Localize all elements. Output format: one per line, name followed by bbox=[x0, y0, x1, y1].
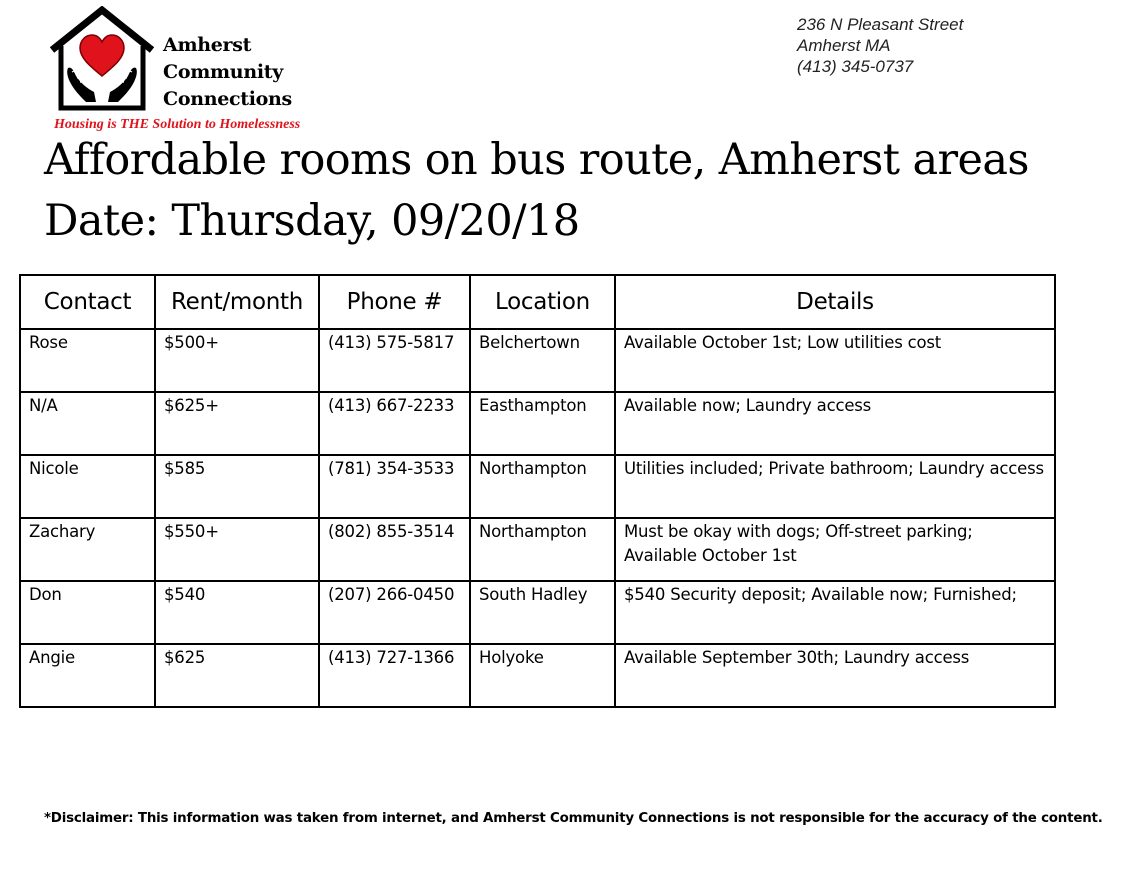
cell-rent: $500+ bbox=[155, 329, 319, 392]
cell-rent: $585 bbox=[155, 455, 319, 518]
table-row bbox=[20, 455, 1055, 518]
cell-rent: $550+ bbox=[155, 518, 319, 581]
column-header-contact: Contact bbox=[20, 275, 155, 329]
organization-name-line-1: Amherst bbox=[163, 34, 252, 56]
cell-phone: (413) 575-5817 bbox=[319, 329, 470, 392]
cell-rent: $625+ bbox=[155, 392, 319, 455]
table-row bbox=[20, 644, 1055, 707]
cell-phone: (781) 354-3533 bbox=[319, 455, 470, 518]
cell-details: Utilities included; Private bathroom; Laundry access bbox=[615, 455, 1055, 518]
cell-location: Belchertown bbox=[470, 329, 615, 392]
organization-name bbox=[163, 32, 292, 113]
listings-table bbox=[19, 274, 1056, 708]
cell-details: $540 Security deposit; Available now; Furnished; bbox=[615, 581, 1055, 644]
address-city: Amherst MA bbox=[797, 36, 891, 55]
cell-contact: N/A bbox=[20, 392, 155, 455]
organization-name-line-3: Connections bbox=[163, 88, 292, 110]
address-phone: (413) 345-0737 bbox=[797, 57, 914, 76]
column-header-details: Details bbox=[615, 275, 1055, 329]
contact-address bbox=[797, 14, 963, 77]
disclaimer-text: *Disclaimer: This information was taken from internet, and Amherst Community Connections is not responsible for the accuracy of the content. bbox=[44, 811, 1103, 826]
cell-details: Available September 30th; Laundry access bbox=[615, 644, 1055, 707]
cell-location: Northampton bbox=[470, 455, 615, 518]
cell-details: Must be okay with dogs; Off-street parking; Available October 1st bbox=[615, 518, 1055, 581]
organization-logo bbox=[46, 6, 346, 134]
cell-contact: Angie bbox=[20, 644, 155, 707]
table-row bbox=[20, 392, 1055, 455]
cell-rent: $625 bbox=[155, 644, 319, 707]
table-row bbox=[20, 518, 1055, 581]
column-header-location: Location bbox=[470, 275, 615, 329]
cell-location: Holyoke bbox=[470, 644, 615, 707]
table-header-row bbox=[20, 275, 1055, 329]
organization-name-line-2: Community bbox=[163, 61, 283, 83]
column-header-phone: Phone # bbox=[319, 275, 470, 329]
cell-phone: (413) 667-2233 bbox=[319, 392, 470, 455]
cell-contact: Don bbox=[20, 581, 155, 644]
address-street: 236 N Pleasant Street bbox=[797, 15, 964, 34]
cell-contact: Nicole bbox=[20, 455, 155, 518]
table-row bbox=[20, 329, 1055, 392]
listing-date: Date: Thursday, 09/20/18 bbox=[44, 196, 580, 246]
cell-details: Available now; Laundry access bbox=[615, 392, 1055, 455]
cell-phone: (207) 266-0450 bbox=[319, 581, 470, 644]
cell-phone: (413) 727-1366 bbox=[319, 644, 470, 707]
column-header-rent: Rent/month bbox=[155, 275, 319, 329]
table-row bbox=[20, 581, 1055, 644]
page-title: Affordable rooms on bus route, Amherst areas bbox=[44, 135, 1029, 185]
organization-tagline: Housing is THE Solution to Homelessness bbox=[54, 117, 301, 132]
cell-rent: $540 bbox=[155, 581, 319, 644]
cell-location: Easthampton bbox=[470, 392, 615, 455]
cell-contact: Zachary bbox=[20, 518, 155, 581]
cell-contact: Rose bbox=[20, 329, 155, 392]
cell-details: Available October 1st; Low utilities cost bbox=[615, 329, 1055, 392]
cell-phone: (802) 855-3514 bbox=[319, 518, 470, 581]
house-heart-hands-icon bbox=[46, 6, 158, 114]
cell-location: South Hadley bbox=[470, 581, 615, 644]
cell-location: Northampton bbox=[470, 518, 615, 581]
